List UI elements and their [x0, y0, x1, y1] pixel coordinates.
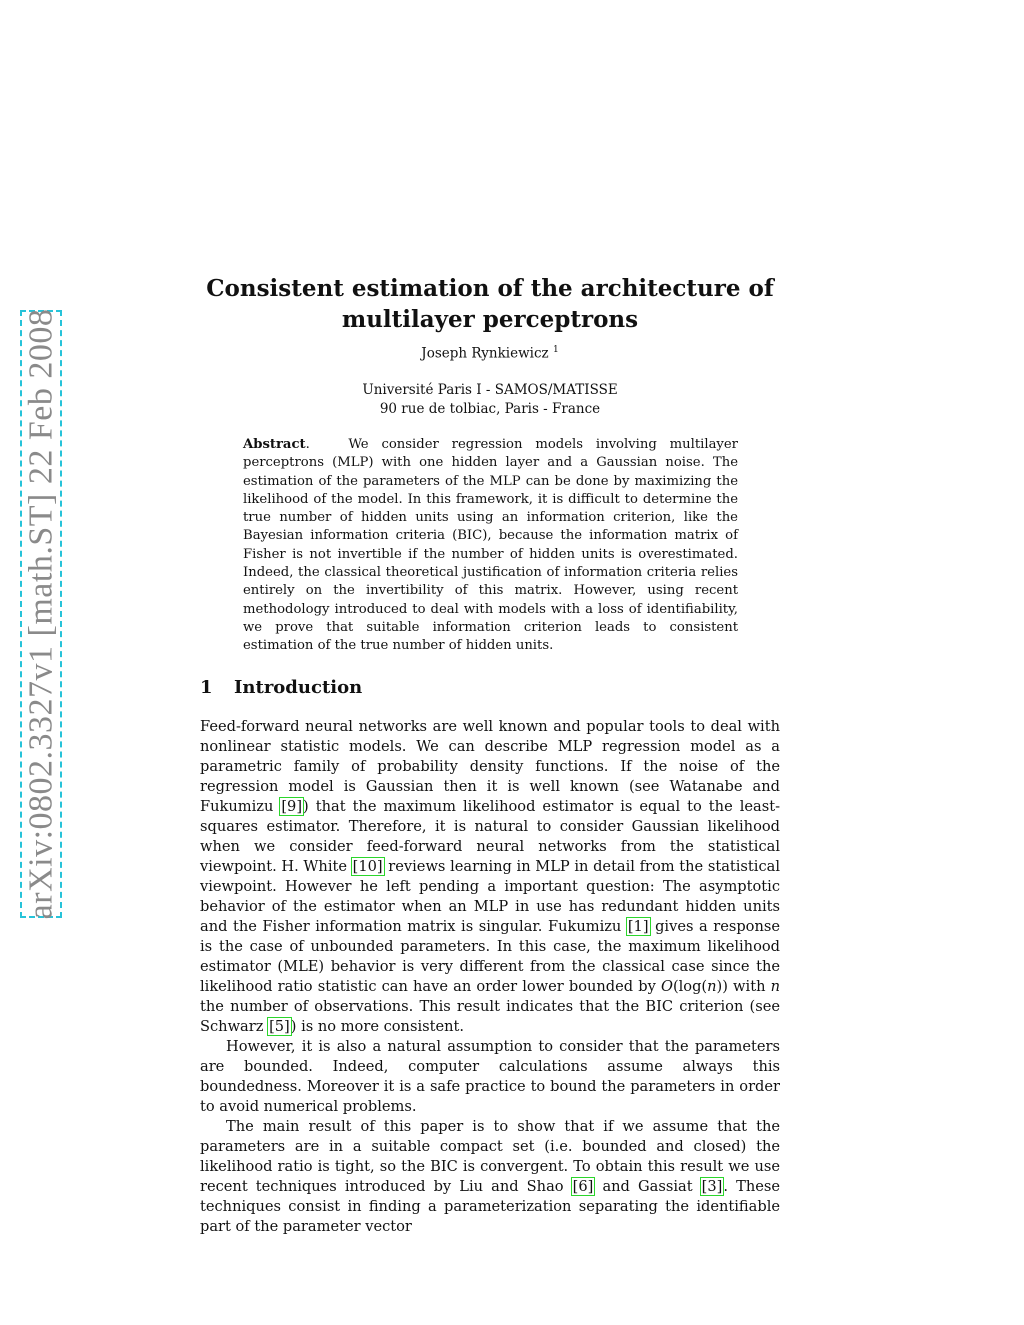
citation-link[interactable]: [10] [352, 858, 383, 875]
text-run: . These techniques consist in finding a parameterization separating the identifiable part of the parameter vector [200, 1178, 780, 1235]
abstract-label: Abstract [243, 437, 306, 452]
section-heading [200, 677, 362, 698]
paper-title [200, 273, 780, 335]
text-run: reviews learning in MLP in detail from the statistical viewpoint. However he left pending a important question: The asymptotic behavior of the estimator when an MLP in use has redundant hidden units and the Fisher information matrix is singular. Fukumizu [200, 858, 780, 935]
text-run: (log( [672, 978, 708, 995]
author-footnote-mark: 1 [552, 345, 559, 355]
arxiv-identifier: arXiv:0802.3327v1 [math.ST] 22 Feb 2008 [22, 308, 60, 920]
affiliation-line-1: Université Paris I - SAMOS/MATISSE [362, 382, 618, 398]
paragraph-2: However, it is also a natural assumption to consider that the parameters are bounded. Indeed, computer calculations assume always this boundedness. Moreover it is a safe practice to bound the parameters in order to avoid numerical problems. [200, 1038, 780, 1115]
math-symbol: n [707, 978, 717, 995]
title-line-2: multilayer perceptrons [341, 306, 639, 333]
text-run: gives a response is the case of unbounded parameters. In this case, the maximum likelihood estimator (MLE) behavior is very different from the classical case since the likelihood ratio statistic can have an order lower bounded by [200, 918, 780, 995]
text-run: the number of observations. This result indicates that the BIC criterion (see Schwarz [200, 998, 780, 1035]
section-title: Introduction [234, 677, 363, 698]
paragraph-1 [200, 717, 780, 1037]
citation-link[interactable]: [1] [627, 918, 649, 935]
affiliation [200, 381, 780, 419]
math-symbol: n [770, 978, 780, 995]
citation-link[interactable]: [3] [701, 1178, 723, 1195]
text-run: Feed-forward neural networks are well known and popular tools to deal with nonlinear statistic models. We can describe MLP regression model as a parametric family of probability density functions. If the noise of the regression model is Gaussian then it is well known (see Watanabe and Fukumizu [200, 718, 780, 815]
text-run: and Gassiat [594, 1178, 701, 1195]
text-run: The main result of this paper is to show that if we assume that the parameters are in a suitable compact set (i.e. bounded and closed) the likelihood ratio is tight, so the BIC is convergent. To obtain this result we use recent techniques introduced by Liu and Shao [200, 1118, 780, 1195]
affiliation-line-2: 90 rue de tolbiac, Paris - France [379, 401, 601, 417]
author-name: Joseph Rynkiewicz [421, 345, 549, 362]
text-run: ) that the maximum likelihood estimator is equal to the least-squares estimator. Therefore, it is natural to consider Gaussian likelihood when we consider feed-forward neural networks from the statistical viewpoint. H. White [200, 798, 780, 875]
author-block [200, 345, 780, 362]
citation-link[interactable]: [5] [269, 1018, 290, 1035]
abstract-text: We consider regression models involving multilayer perceptrons (MLP) with one hidden layer and a Gaussian noise. The estimation of the parameters of the MLP can be done by maximizing the likelihood of the model. In this framework, it is difficult to determine the true number of hidden units using an information criterion, like the Bayesian information criteria (BIC), because the information matrix of Fisher is not invertible if the number of hidden units is overestimated. Indeed, the classical theoretical justification of information criteria relies entirely on the invertibility of this matrix. However, using recent methodology introduced to deal with models with a loss of identifiability, we prove that suitable information criterion leads to consistent estimation of the true number of hidden units. [243, 437, 738, 654]
citation-link[interactable]: [6] [572, 1178, 594, 1195]
paragraph-3 [200, 1117, 780, 1237]
title-line-1: Consistent estimation of the architecture of [206, 275, 774, 302]
abstract: Abstract. We consider regression models involving multilayer perceptrons (MLP) with one hidden layer and a Gaussian noise. The estimation of the parameters of the MLP can be done by maximizing the likelihood of the model. In this framework, it is difficult to determine the true number of hidden units using an information criterion, like the Bayesian information criteria (BIC), because the information matrix of Fisher is not invertible if the number of hidden units is overestimated. Indeed, the classical theoretical justification of information criteria relies entirely on the invertibility of this matrix. However, using recent methodology introduced to deal with models with a loss of identifiability, we prove that suitable information criterion leads to consistent estimation of the true number of hidden units. [243, 437, 738, 654]
text-run: )) with [716, 978, 771, 995]
text-run: ) is no more consistent. [290, 1018, 465, 1035]
introduction-body [200, 717, 780, 1237]
citation-link[interactable]: [9] [281, 798, 303, 815]
math-symbol: O [660, 978, 673, 995]
arxiv-watermark [20, 310, 62, 918]
section-number: 1 [200, 677, 213, 698]
